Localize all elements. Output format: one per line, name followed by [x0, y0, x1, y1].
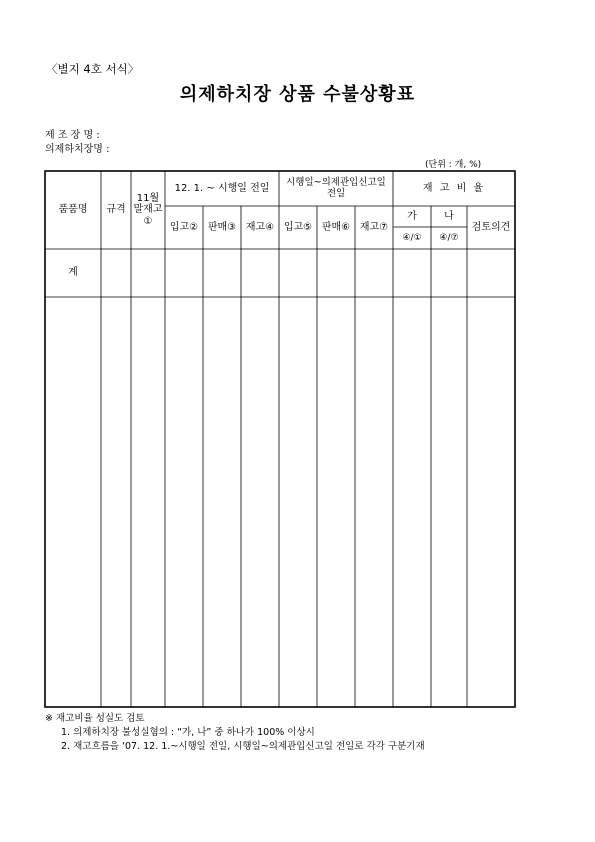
total-row-label: 계: [68, 267, 78, 279]
header-ratio-ga: 가: [407, 210, 417, 222]
manufacturer-name-label: 제 조 장 명 :: [45, 130, 100, 141]
header-stock2: 재고⑦: [359, 221, 389, 233]
header-ratio-na: 나: [444, 210, 454, 222]
header-spec: 규격: [106, 204, 126, 216]
header-in2: 입고⑤: [283, 221, 313, 233]
header-november-stock: 11월말재고①: [133, 192, 163, 227]
notes-heading: ※ 재고비율 성실도 검토: [45, 713, 145, 724]
header-in1: 입고②: [169, 221, 199, 233]
header-ratio-na-formula: ④/⑦: [439, 232, 459, 243]
notes: [45, 712, 425, 754]
header-item-name: 품품명: [58, 204, 88, 216]
header-period1-group: 12. 1. ~ 시행일 전일: [174, 182, 270, 194]
header-sale1: 판매③: [207, 221, 237, 233]
page-title: 의제하치장 상품 수불상황표: [179, 84, 416, 105]
note-item-2: 2. 재고흐름을 ‘07. 12. 1.~시행일 전일, 시행일~의제관입신고일 전일로 각각 구분기재: [61, 741, 425, 752]
header-review-opinion: 검토의견: [471, 221, 511, 233]
unit-label: (단위 : 개, %): [425, 160, 482, 170]
header-period2-group: 시행일~의제관입신고일 전일: [286, 176, 386, 199]
header-ratio-ga-formula: ④/①: [402, 232, 422, 243]
header-sale2: 판매⑥: [321, 221, 351, 233]
form-number-label: 〈별지 4호 서식〉: [46, 62, 140, 76]
header-stock-ratio-group: 재 고 비 율: [422, 182, 486, 194]
note-item-1: 1. 의제하치장 불성실혐의 : “가, 나” 중 하나가 100% 이상시: [61, 727, 315, 738]
depot-name-label: 의제하치장명 :: [45, 144, 110, 155]
header-stock1: 재고④: [245, 221, 275, 233]
